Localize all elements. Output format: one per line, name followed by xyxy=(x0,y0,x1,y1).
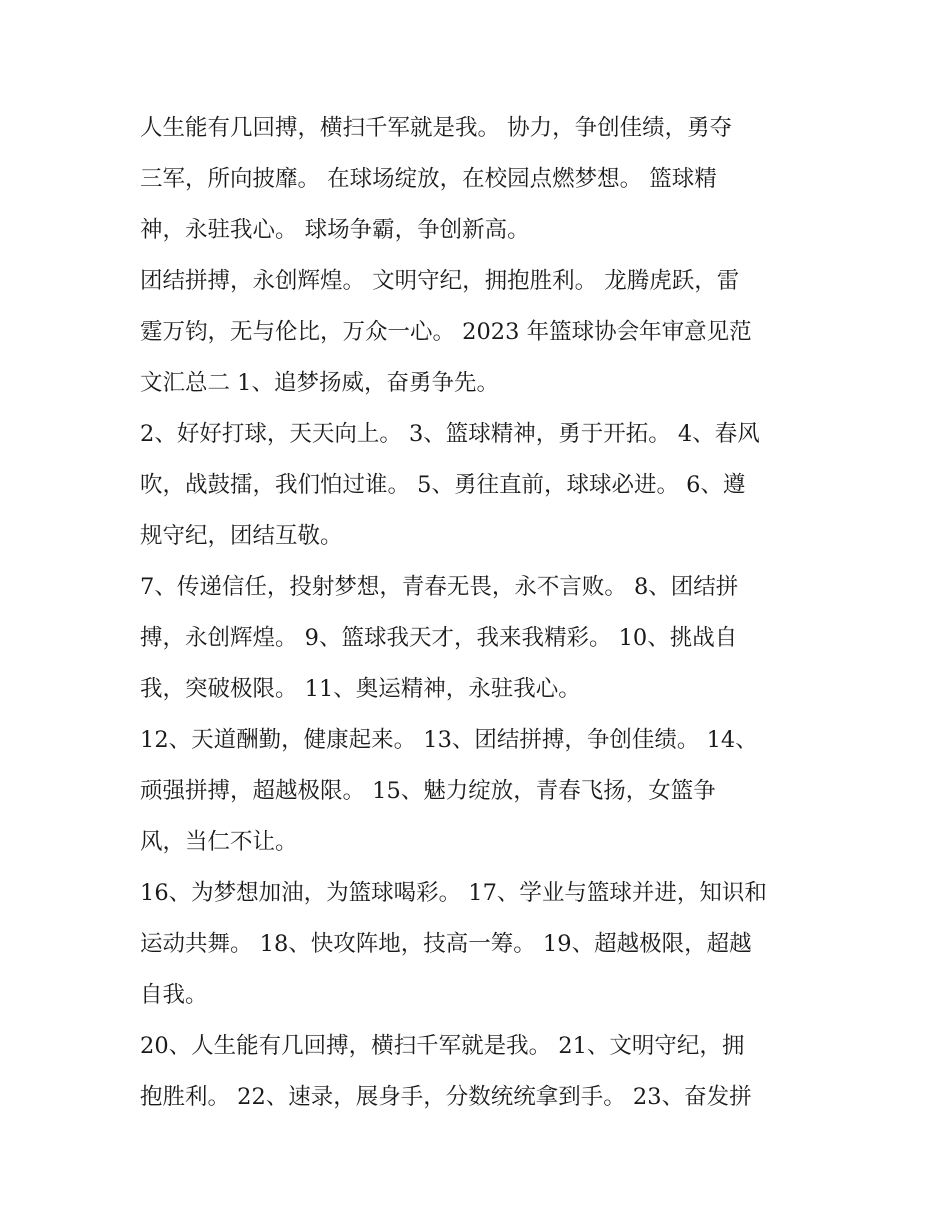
text-line: 搏，永创辉煌。 9、篮球我天才，我来我精彩。 10、挑战自 xyxy=(140,625,738,651)
document-body xyxy=(140,103,820,1123)
text-line: 顽强拼搏，超越极限。 15、魅力绽放，青春飞扬，女篮争 xyxy=(140,778,716,804)
text-line: 风，当仁不让。 xyxy=(140,829,298,855)
text-line: 规守纪，团结互敬。 xyxy=(140,523,343,549)
text-line: 文汇总二 1、追梦扬威，奋勇争先。 xyxy=(140,370,499,396)
text-line: 神，永驻我心。 球场争霸，争创新高。 xyxy=(140,217,530,243)
text-line: 吹，战鼓擂，我们怕过谁。 5、勇往直前，球球必进。 6、遵 xyxy=(140,472,746,498)
text-line: 我，突破极限。 11、奥运精神，永驻我心。 xyxy=(140,676,581,702)
text-line: 16、为梦想加油，为篮球喝彩。 17、学业与篮球并进，知识和 xyxy=(140,880,767,906)
text-line: 霆万钧，无与伦比，万众一心。 2023 年篮球协会年审意见范 xyxy=(140,319,752,345)
text-line: 抱胜利。 22、速录，展身手，分数统统拿到手。 23、奋发拼 xyxy=(140,1084,752,1110)
text-line: 人生能有几回搏，横扫千军就是我。 协力，争创佳绩，勇夺 xyxy=(140,115,733,141)
text-line: 运动共舞。 18、快攻阵地，技高一筹。 19、超越极限，超越 xyxy=(140,931,752,957)
text-line: 三军，所向披靡。 在球场绽放，在校园点燃梦想。 篮球精 xyxy=(140,166,717,192)
text-line: 自我。 xyxy=(140,982,208,1008)
text-line: 12、天道酬勤，健康起来。 13、团结拼搏，争创佳绩。 14、 xyxy=(140,727,758,753)
text-line: 20、人生能有几回搏，横扫千军就是我。 21、文明守纪，拥 xyxy=(140,1033,745,1059)
text-line: 7、传递信任，投射梦想，青春无畏，永不言败。 8、团结拼 xyxy=(140,574,739,600)
text-line: 2、好好打球，天天向上。 3、篮球精神，勇于开拓。 4、春风 xyxy=(140,421,760,447)
text-line: 团结拼搏，永创辉煌。 文明守纪，拥抱胜利。 龙腾虎跃，雷 xyxy=(140,268,740,294)
